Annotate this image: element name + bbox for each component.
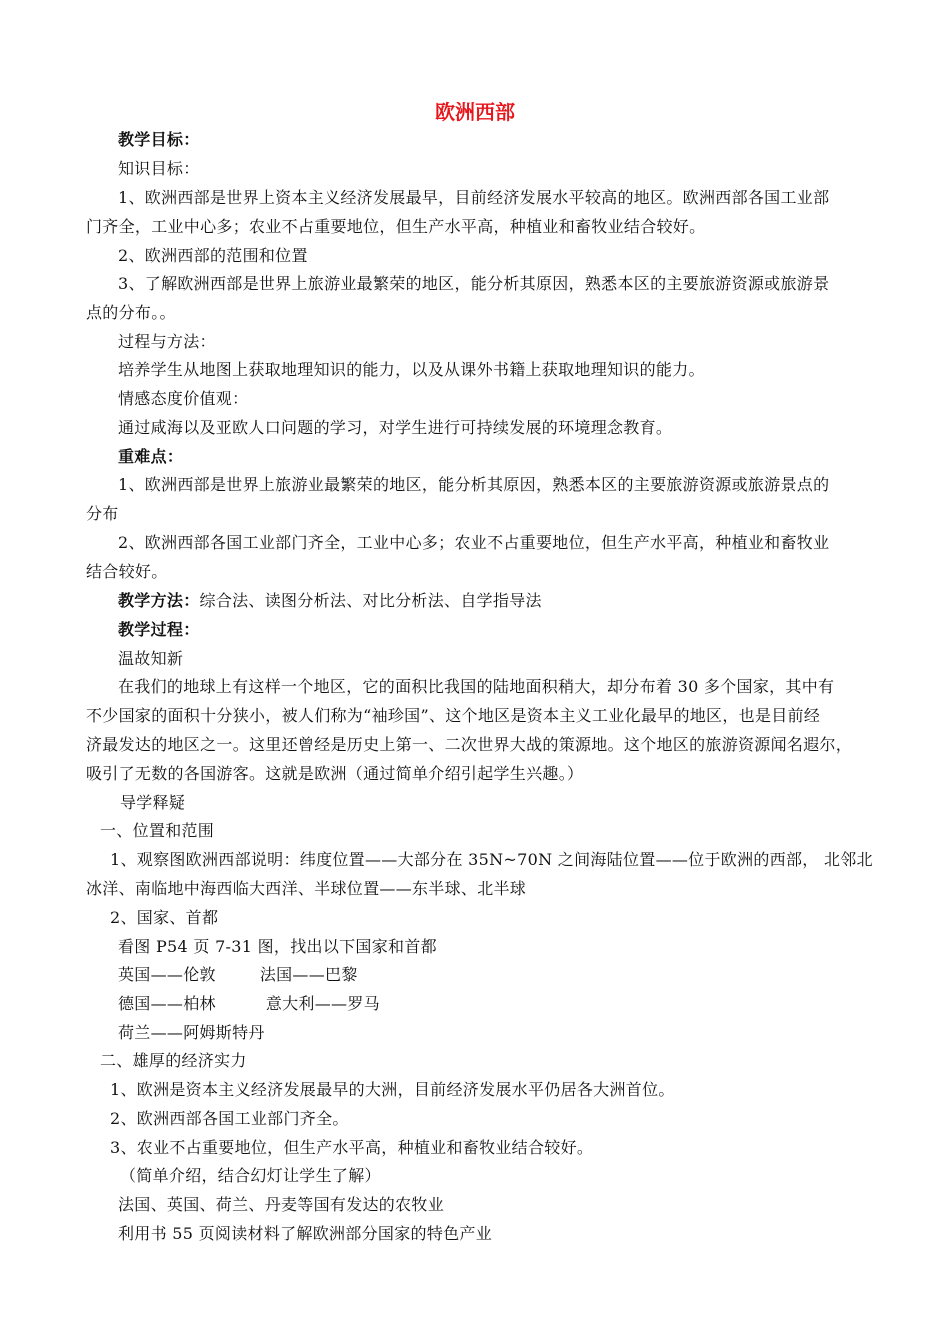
knowledge-item-3-line-2: 点的分布。。	[86, 303, 176, 322]
capital-fr: 法国——巴黎	[259, 965, 358, 984]
section-1-item-2: 2、国家、首都	[110, 908, 219, 927]
document-title: 欧洲西部	[435, 100, 515, 124]
process-heading: 教学过程：	[118, 620, 200, 639]
goals-heading: 教学目标：	[118, 130, 200, 149]
capitals-intro: 看图 P54 页 7-31 图，找出以下国家和首都	[118, 937, 437, 956]
capital-de: 德国——柏林	[118, 994, 216, 1013]
intro-line-3: 济最发达的地区之一。这里还曾经是历史上第一、二次世界大战的策源地。这个地区的旅游资源闻名遐尔，	[86, 735, 853, 754]
section-2-heading: 二、雄厚的经济实力	[100, 1051, 247, 1070]
review-label: 温故知新	[118, 649, 184, 668]
knowledge-item-1-line-2: 门齐全，工业中心多；农业不占重要地位，但生产水平高，种植业和畜牧业结合较好。	[86, 217, 706, 236]
knowledge-item-1-line-1: 1、欧洲西部是世界上资本主义经济发展最早，目前经济发展水平较高的地区。欧洲西部各国工业部	[118, 188, 830, 207]
intro-line-4: 吸引了无数的各国游客。这就是欧洲（通过简单介绍引起学生兴趣。）	[86, 764, 584, 783]
key-points-heading: 重难点：	[118, 447, 184, 466]
section-2-item-1: 1、欧洲是资本主义经济发展最早的大洲，目前经济发展水平仍居各大洲首位。	[110, 1080, 675, 1099]
method-line	[118, 590, 542, 612]
capitals-row-3: 荷兰——阿姆斯特丹	[118, 1023, 265, 1042]
section-2-item-2: 2、欧洲西部各国工业部门齐全。	[110, 1109, 349, 1128]
section-2-note: （简单介绍，结合幻灯让学生了解）	[120, 1166, 381, 1185]
intro-line-2: 不少国家的面积十分狭小，被人们称为“袖珍国”、这个地区是资本主义工业化最早的地区，也是目前经	[86, 706, 821, 725]
section-1-heading: 一、位置和范围	[100, 821, 215, 840]
capital-uk: 英国——伦敦	[118, 965, 216, 984]
process-method-text: 培养学生从地图上获取地理知识的能力，以及从课外书籍上获取地理知识的能力。	[118, 360, 705, 379]
section-2-item-3: 3、农业不占重要地位，但生产水平高，种植业和畜牧业结合较好。	[110, 1138, 594, 1157]
knowledge-item-2: 2、欧洲西部的范围和位置	[118, 246, 308, 265]
attitude-text: 通过咸海以及亚欧人口问题的学习，对学生进行可持续发展的环境理念教育。	[118, 418, 673, 437]
key-point-1-line-2: 分布	[86, 504, 119, 523]
capital-it: 意大利——罗马	[265, 994, 380, 1013]
reading-line: 利用书 55 页阅读材料了解欧洲部分国家的特色产业	[118, 1224, 493, 1243]
knowledge-item-3-line-1: 3、了解欧洲西部是世界上旅游业最繁荣的地区，能分析其原因，熟悉本区的主要旅游资源或旅游景	[118, 274, 830, 293]
process-method-label: 过程与方法：	[118, 332, 216, 351]
capitals-row-1	[118, 964, 358, 986]
section-1-item-1-line-2: 冰洋、南临地中海西临大西洋、半球位置——东半球、北半球	[86, 879, 527, 898]
attitude-label: 情感态度价值观：	[118, 389, 249, 408]
agriculture-line: 法国、英国、荷兰、丹麦等国有发达的农牧业	[118, 1195, 445, 1214]
intro-line-1: 在我们的地球上有这样一个地区，它的面积比我国的陆地面积稍大，却分布着 30 多个国家，其中有	[118, 677, 835, 696]
method-text: 综合法、读图分析法、对比分析法、自学指导法	[199, 591, 542, 610]
method-heading: 教学方法：	[118, 591, 200, 610]
knowledge-label: 知识目标：	[118, 159, 200, 178]
key-point-2-line-1: 2、欧洲西部各国工业部门齐全，工业中心多；农业不占重要地位，但生产水平高，种植业和畜牧业	[118, 533, 830, 552]
capitals-row-2	[118, 993, 380, 1015]
key-point-2-line-2: 结合较好。	[86, 562, 168, 581]
section-1-item-1-line-1: 1、观察图欧洲西部说明：纬度位置——大部分在 35N~70N 之间海陆位置——位于欧洲的西部， 北邻北	[110, 850, 873, 869]
guide-label: 导学释疑	[120, 793, 186, 812]
key-point-1-line-1: 1、欧洲西部是世界上旅游业最繁荣的地区，能分析其原因，熟悉本区的主要旅游资源或旅游景点的	[118, 475, 830, 494]
